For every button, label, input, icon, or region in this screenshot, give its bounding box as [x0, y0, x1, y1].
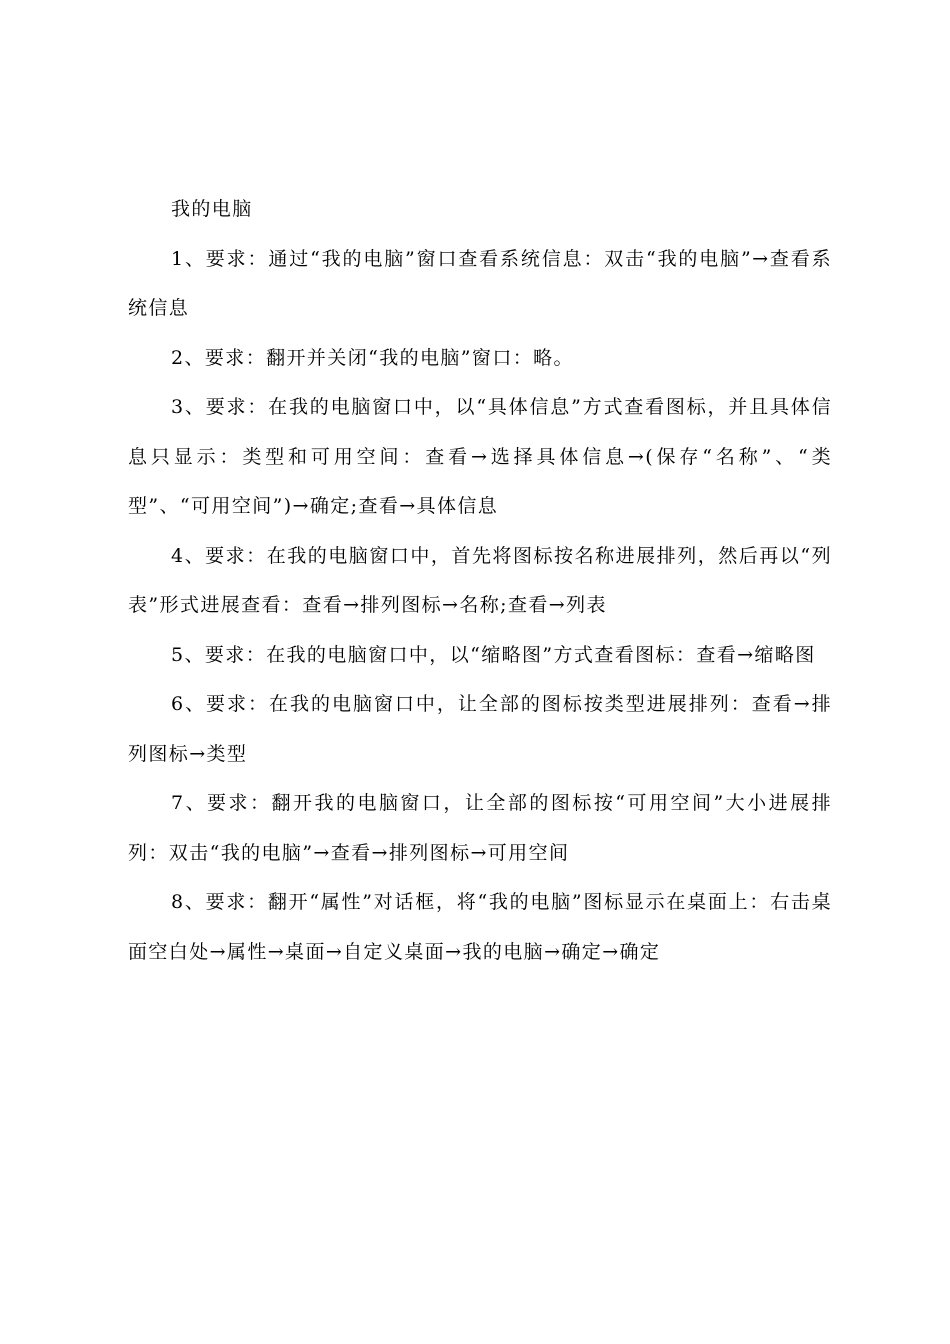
requirement-item-5: 5、要求：在我的电脑窗口中，以“缩略图”方式查看图标：查看→缩略图: [171, 643, 816, 666]
requirement-item-4: 4、要求：在我的电脑窗口中，首先将图标按名称进展排列，然后再以“列表”形式进展查看：查看→排列图标→名称;查看→列表: [128, 544, 832, 616]
requirement-item-7: 7、要求：翻开我的电脑窗口，让全部的图标按“可用空间”大小进展排列：双击“我的电脑”→查看→排列图标→可用空间: [128, 792, 832, 864]
requirement-item-6: 6、要求：在我的电脑窗口中，让全部的图标按类型进展排列：查看→排列图标→类型: [128, 693, 832, 765]
requirement-item-2: 2、要求：翻开并关闭“我的电脑”窗口：略。: [171, 346, 574, 369]
requirement-item-1: 1、要求：通过“我的电脑”窗口查看系统信息：双击“我的电脑”→查看系统信息: [128, 247, 832, 319]
document-body: [128, 185, 832, 977]
document-title: 我的电脑: [171, 198, 253, 220]
requirement-item-8: 8、要求：翻开“属性”对话框，将“我的电脑”图标显示在桌面上：右击桌面空白处→属性→桌面→自定义桌面→我的电脑→确定→确定: [128, 891, 832, 963]
requirement-item-3: 3、要求：在我的电脑窗口中，以“具体信息”方式查看图标，并且具体信息只显示：类型和可用空间：查看→选择具体信息→(保存“名称”、“类型”、“可用空间”)→确定;查看→具体信息: [128, 396, 832, 517]
